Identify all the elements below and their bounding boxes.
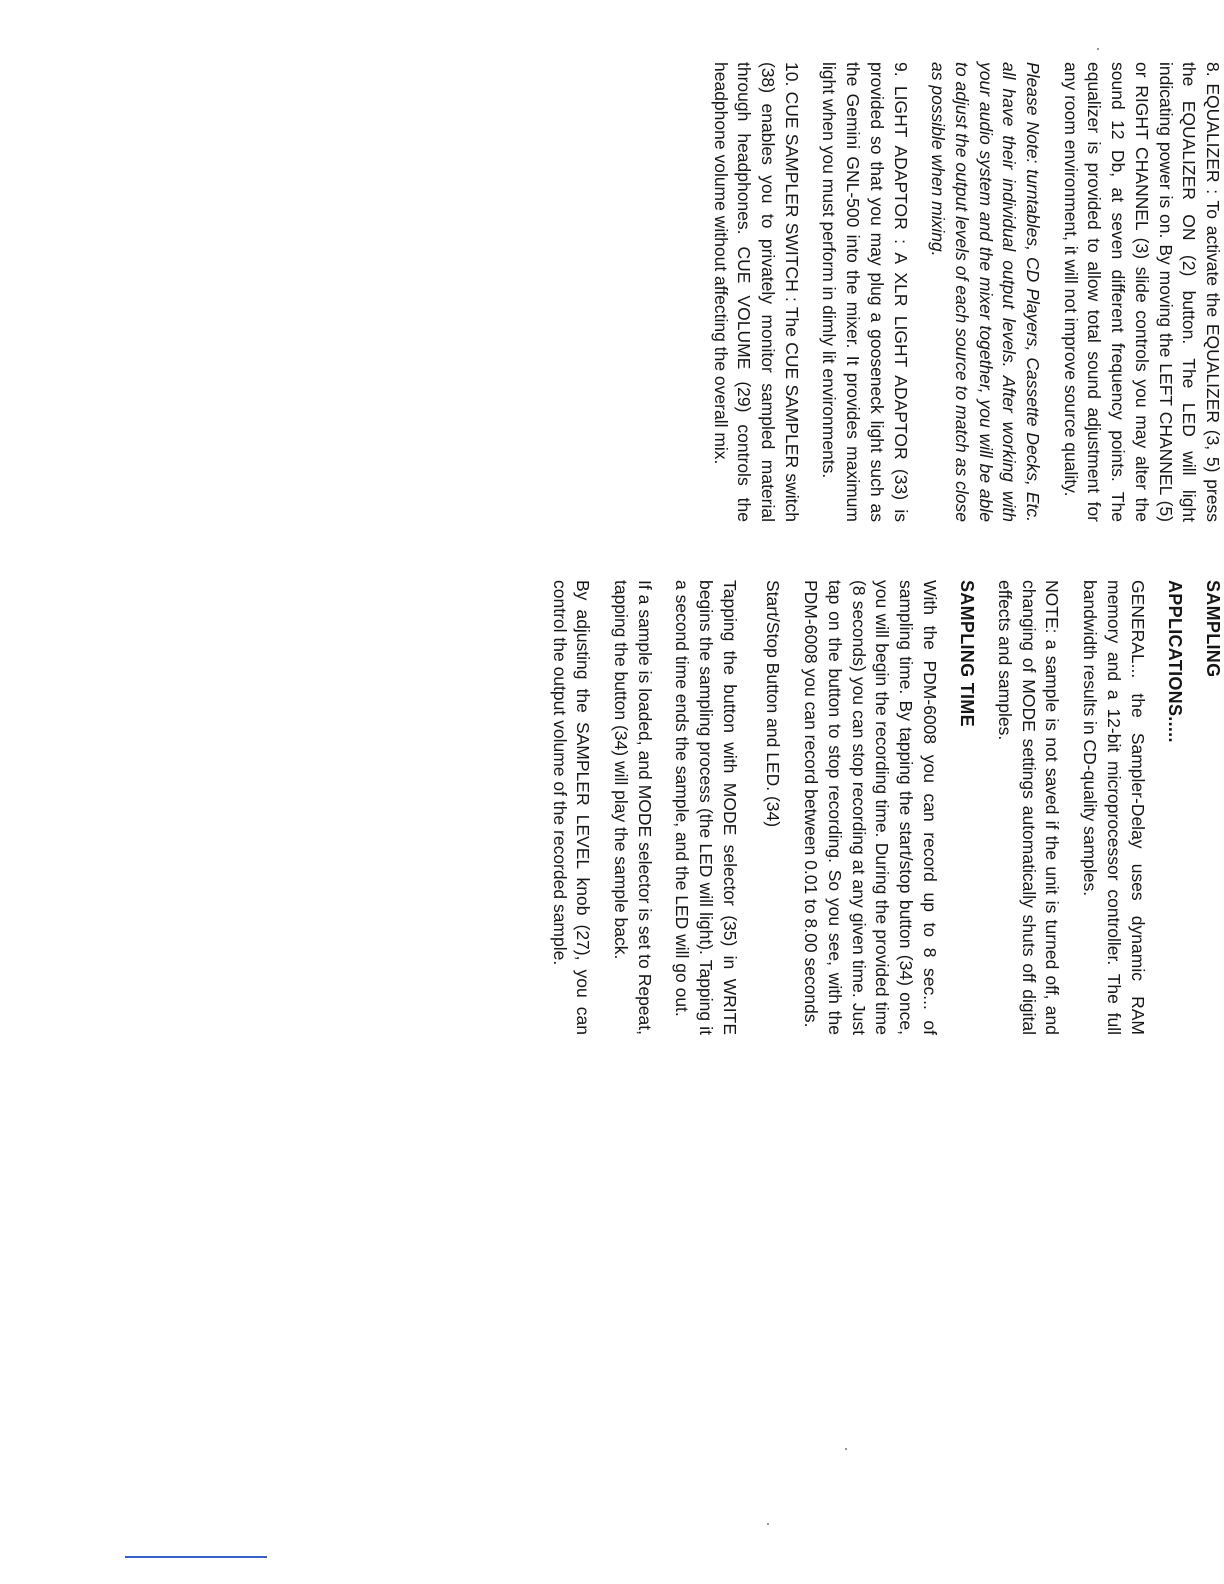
repeat-paragraph: If a sample is loaded, and MODE selector is set to Repeat, tapping the button (34) will play the sample back. — [610, 580, 655, 1035]
please-note-paragraph: Please Note: turntables, CD Players, Cassette Decks, Etc. all have their individual output levels. After working with your audio system and the mixer together, you will be able to adjust the output levels of each source to match as close as possible when mixing. — [928, 62, 1044, 522]
scan-speck — [1097, 48, 1099, 50]
scan-speck — [767, 1523, 769, 1525]
blue-rule-line — [125, 1556, 267, 1558]
general-paragraph: GENERAL... the Sampler-Delay uses dynamic RAM memory and a 12-bit microprocessor controller. The full bandwidth results in CD-quality samples. — [1080, 580, 1148, 1035]
tapping-paragraph: Tapping the button with MODE selector (35) in WRITE begins the sampling process (the LED will light). Tapping it a second time ends the sample, and the LED will go out. — [672, 580, 740, 1035]
note-paragraph: NOTE: a sample is not saved if the unit is turned off, and changing of MODE settings automatically shuts off digital effects and samples. — [995, 580, 1063, 1035]
start-stop-label: Start/Stop Button and LED. (34) — [763, 580, 784, 828]
left-column — [708, 62, 1224, 522]
light-adaptor-paragraph: 9. LIGHT ADAPTOR : A XLR LIGHT ADAPTOR (33) is provided so that you may plug a gooseneck light such as the Gemini GNL-500 into the mixer. It provides maximum light when you must perform in dimly lit environments. — [819, 62, 911, 522]
heading-sampling: SAMPLING — [1203, 580, 1223, 678]
scan-speck — [845, 1448, 847, 1450]
sampler-level-paragraph: By adjusting the SAMPLER LEVEL knob (27), you can control the output volume of the recorded sample. — [549, 580, 594, 1035]
heading-sampling-time: SAMPLING TIME — [957, 580, 978, 727]
sampling-time-paragraph: With the PDM-6008 you can record up to 8 sec... of sampling time. By tapping the start/stop button (34) once, you will begin the recording time. During the provided time (8 seconds) you can stop recording at any given time. Just tap on the button to stop recording. So you see, with the PDM-6008 you can record between 0.01 to 8.00 seconds. — [801, 580, 940, 1035]
cue-sampler-paragraph: 10. CUE SAMPLER SWITCH : The CUE SAMPLER switch (38) enables you to privately monitor sampled material through headphones. CUE VOLUME (29) controls the headphone volume without affecting the overall mix. — [710, 62, 802, 522]
right-column — [547, 580, 1224, 1035]
heading-applications: APPLICATIONS..... — [1165, 580, 1186, 743]
equalizer-paragraph: 8. EQUALIZER : To activate the EQUALIZER (3, 5) press the EQUALIZER ON (2) button. The LED will light indicating power is on. By moving the LEFT CHANNEL (5) or RIGHT CHANNEL (3) slide controls you may alter the sound 12 Db, at seven different frequency points. The equalizer is provided to allow total sound adjustment for any room environment, it will not improve source quality. — [1060, 62, 1223, 522]
